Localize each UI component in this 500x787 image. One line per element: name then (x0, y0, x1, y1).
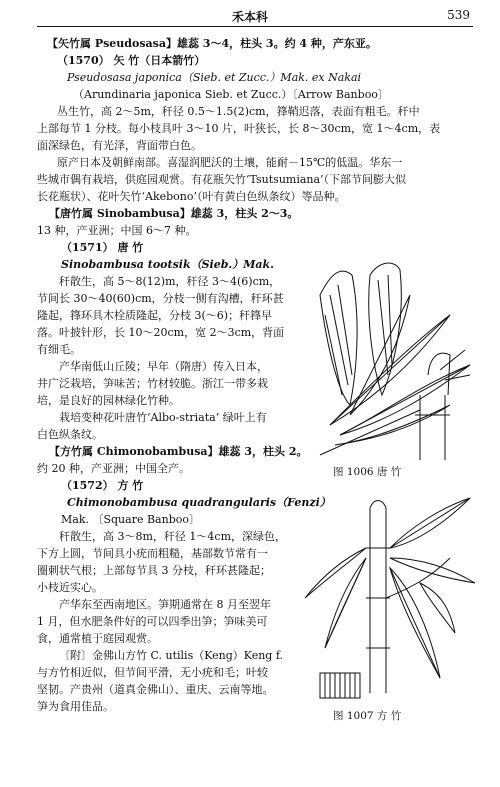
scientific-name-1571: Sinobambusa tootsik（Sieb.）Mak. (61, 258, 274, 271)
text-line: 圈刺状气根；上部每节具 3 分枝，秆环甚隆起； (37, 564, 271, 577)
header-rule (37, 26, 473, 27)
scientific-name-1570: Pseudosasa japonica（Sieb. et Zucc.）Mak. ex Nakai (67, 71, 362, 84)
text-line: 约 20 种，产亚洲；中国全产。 (37, 462, 190, 475)
species-heading-1570: （1570） 矢 竹（日本箭竹） (57, 54, 206, 67)
text-line: 食，通常植于庭园观赏。 (37, 632, 158, 645)
text-line: 隆起，箨环具木栓质隆起，分枝 3(～6)；秆箨早 (37, 309, 273, 322)
genus-heading-pseudosasa: 【矢竹属 Pseudosasa】雄蕊 3～4，柱头 3。约 4 种，产东亚。 (47, 37, 377, 50)
text-line: 小枝近实心。 (37, 581, 103, 594)
text-line: 与方竹相近似，但节间平滑，无小疣和毛；叶较 (37, 666, 268, 679)
running-header-title: 禾本科 (231, 10, 268, 24)
text-line: 下方上圆，节间具小疣而粗糙，基部数节常有一 (37, 547, 268, 560)
paragraph-line: 长花瓶状）、花叶矢竹‘Akebono’（叶有黄白色纵条纹）等品种。 (37, 190, 346, 203)
text-line: 落。叶披针形，长 10～20cm，宽 2～3cm，背面 (37, 326, 285, 339)
text-line: 秆散生，高 3～8m，秆径 1～4cm，深绿色， (59, 530, 287, 543)
text-line: 秆散生，高 5～8(12)m，秆径 3～4(6)cm， (59, 275, 281, 288)
paragraph-line: 面深绿色，有光泽，背面带白色。 (37, 139, 202, 152)
genus-heading-sinobambusa: 【唐竹属 Sinobambusa】雄蕊 3，柱头 2～3。 (49, 207, 299, 220)
bamboo-illustration-1007 (300, 488, 480, 700)
paragraph-line: 些城市偶有栽培，供庭园观赏。有花瓶矢竹‘Tsutsumiana’（下部节间膨大似 (37, 173, 407, 186)
text-line: 产华东至西南地区。笋期通常在 8 月至翌年 (59, 598, 271, 611)
text-line: 有细毛。 (37, 343, 81, 356)
paragraph-line: 原产日本及朝鲜南部。喜湿润肥沃的土壤，能耐－15℃的低温。华东一 (57, 156, 403, 169)
synonym-1570: （Arundinaria japonica Sieb. et Zucc.）〔Arrow Banboo〕 (73, 88, 389, 101)
text-line: 白色纵条纹。 (37, 428, 103, 441)
left-column-text (37, 205, 331, 715)
paragraph-line: 上部每节 1 分枝。每小枝具叶 3～10 片，叶狭长，长 8～30cm，宽 1～4cm，表 (37, 122, 441, 135)
page-number: 539 (447, 8, 470, 22)
text-line: 节间长 30～40(60)cm，分枝一侧有沟槽，秆环甚 (37, 292, 284, 305)
species-heading-1571: （1571） 唐 竹 (61, 241, 144, 254)
text-line: 培，是良好的园林绿化竹种。 (37, 394, 180, 407)
figure-caption-1007: 图 1007 方 竹 (333, 710, 402, 722)
text-line: 笋为食用佳品。 (37, 700, 114, 713)
text-line: 栽培变种花叶唐竹‘Albo-striata’ 绿叶上有 (59, 411, 267, 424)
figure-caption-1006: 图 1006 唐 竹 (333, 466, 402, 478)
text-line: 13 种，产亚洲；中国 6～7 种。 (37, 224, 197, 237)
paragraph-line: 丛生竹，高 2～5m，秆径 0.5～1.5(2)cm，箨鞘迟落，表面有粗毛。秆中 (57, 105, 420, 118)
bamboo-illustration-1006 (300, 255, 480, 460)
text-line: 1 月，但水肥条件好的可以四季出笋；笋味美可 (37, 615, 268, 628)
text-line: 〔附〕金佛山方竹 C. utilis（Keng）Keng f. (59, 649, 284, 662)
genus-heading-chimonobambusa: 【方竹属 Chimonobambusa】雄蕊 3，柱头 2。 (49, 445, 308, 458)
scientific-name-1572: Chimonobambusa quadrangularis（Fenzi） (67, 496, 331, 509)
species-heading-1572: （1572） 方 竹 (61, 479, 144, 492)
full-width-text (37, 35, 473, 205)
text-line: Mak. 〔Square Banboo〕 (61, 513, 200, 526)
text-line: 井广泛栽培，笋味苦；竹材较脆。浙江一带多栽 (37, 377, 268, 390)
text-line: 坚韧。产贵州（道真金佛山）、重庆、云南等地。 (37, 683, 274, 696)
text-line: 产华南低山丘陵；早年（隋唐）传入日本， (59, 360, 268, 373)
